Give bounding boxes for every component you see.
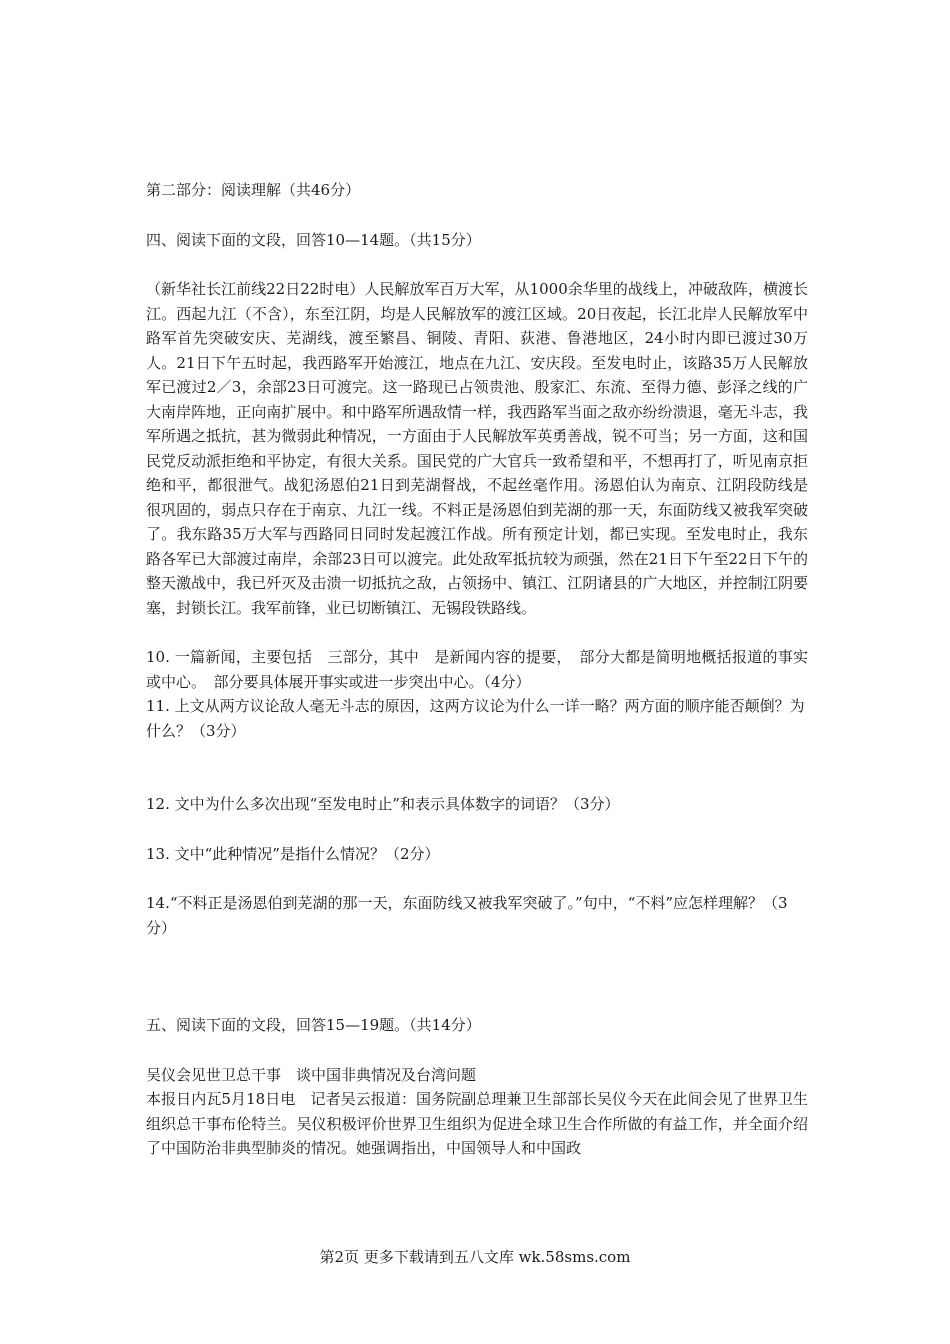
section-title: 第二部分：阅读理解（共46分） bbox=[146, 181, 361, 199]
question-10: 10. 一篇新闻，主要包括 三部分，其中 是新闻内容的提要， 部分大都是简明地概括报道的事实或中心。 部分要具体展开事实或进一步突出中心。（4分） bbox=[146, 648, 808, 691]
part4-heading: 四、阅读下面的文段，回答10—14题。（共15分） bbox=[146, 230, 481, 249]
news-title: 吴仪会见世卫总干事 谈中国非典情况及台湾问题 bbox=[146, 1065, 477, 1084]
question-14: 14.“不料正是汤恩伯到芜湖的那一天，东面防线又被我军突破了。”句中，“不料”应怎样理解？（3分） bbox=[146, 894, 788, 937]
news-body: 本报日内瓦5月18日电 记者吴云报道：国务院副总理兼卫生部部长吴仪今天在此间会见了世界卫生组织总干事布伦特兰。吴仪积极评价世界卫生组织为促进全球卫生合作所做的有益工作，并全面介绍了中国防治非典型肺炎的情况。她强调指出，中国领导人和中国政 bbox=[146, 1090, 808, 1157]
page-content bbox=[146, 178, 808, 1161]
question-12: 12. 文中为什么多次出现“至发电时止”和表示具体数字的词语？（3分） bbox=[146, 795, 620, 813]
question-13: 13. 文中“此种情况”是指什么情况？（2分） bbox=[146, 844, 440, 863]
news-passage: （新华社长江前线22日22时电）人民解放军百万大军，从1000余华里的战线上，冲破敌阵，横渡长江。西起九江（不含），东至江阴，均是人民解放军的渡江区域。20日夜起，长江北岸人民解放军中路军首先突破安庆、芜湖线，渡至繁昌、铜陵、青阳、荻港、鲁港地区，24小时内即已渡过30万人。21日下午五时起，我西路军开始渡江，地点在九江、安庆段。至发电时止，该路35万人民解放军已渡过2／3，余部23日可渡完。这一路现已占领贵池、殷家汇、东流、至得力德、彭泽之线的广大南岸阵地，正向南扩展中。和中路军所遇敌情一样，我西路军当面之敌亦纷纷溃退，毫无斗志，我军所遇之抵抗，甚为微弱此种情况，一方面由于人民解放军英勇善战，锐不可当；另一方面，这和国民党反动派拒绝和平协定，有很大关系。国民党的广大官兵一致希望和平，不想再打了，听见南京拒绝和平，都很泄气。战犯汤恩伯21日到芜湖督战，不起丝毫作用。汤恩伯认为南京、江阴段防线是很巩固的，弱点只存在于南京、九江一线。不料正是汤恩伯到芜湖的那一天，东面防线又被我军突破了。我东路35万大军与西路同日同时发起渡江作战。所有预定计划，都已实现。至发电时止，我东路各军已大部渡过南岸，余部23日可以渡完。此处敌军抵抗较为顽强，然在21日下午至22日下午的整天激战中，我已歼灭及击溃一切抵抗之敌，占领扬中、镇江、江阴诸县的广大地区，并控制江阴要塞，封锁长江。我军前锋，业已切断镇江、无锡段铁路线。 bbox=[146, 280, 808, 617]
question-11: 11. 上文从两方议论敌人毫无斗志的原因，这两方议论为什么一详一略？两方面的顺序能否颠倒？为什么？（3分） bbox=[146, 697, 805, 740]
page-footer: 第2页 更多下载请到五八文库 wk.58sms.com bbox=[319, 1248, 631, 1266]
part5-heading: 五、阅读下面的文段，回答15—19题。（共14分） bbox=[146, 1016, 481, 1034]
